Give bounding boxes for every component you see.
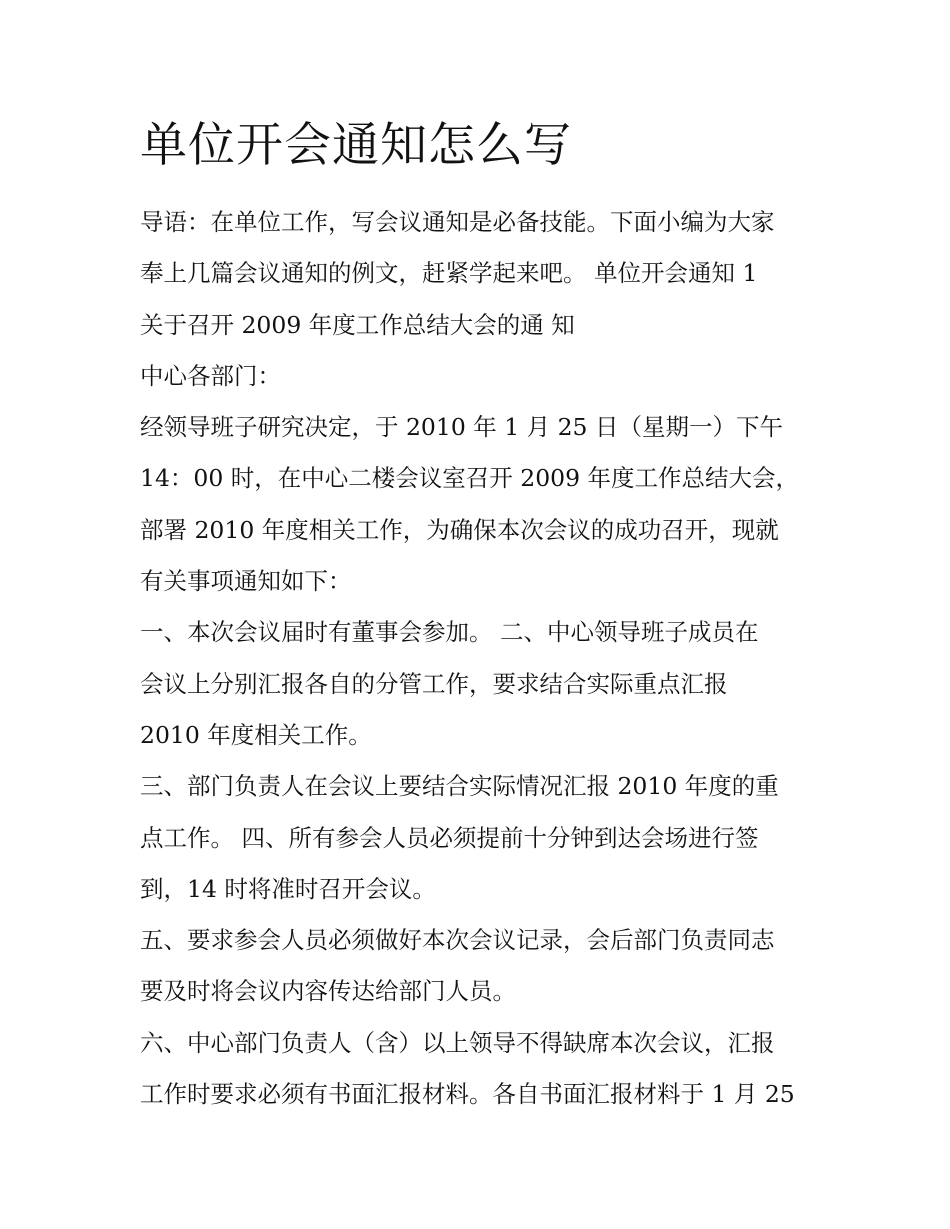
- text-line: 经领导班子研究决定，于 2010 年 1 月 25 日（星期一）下午: [140, 413, 783, 442]
- text-line: 到，14 时将准时召开会议。: [140, 874, 436, 903]
- text-line: 六、中心部门负责人（含）以上领导不得缺席本次会议，汇报: [140, 1028, 775, 1057]
- text-line: 导语：在单位工作，写会议通知是必备技能。下面小编为大家: [140, 208, 775, 236]
- text-line: 点工作。 四、所有参会人员必须提前十分钟到达会场进行签: [140, 823, 759, 852]
- text-line: 一、本次会议届时有董事会参加。 二、中心领导班子成员在: [140, 618, 759, 647]
- text-line: 关于召开 2009 年度工作总结大会的通 知: [140, 310, 575, 339]
- page-title: 单位开会通知怎么写: [140, 118, 572, 173]
- text-line: 五、要求参会人员必须做好本次会议记录，会后部门负责同志: [140, 926, 775, 955]
- text-line: 有关事项通知如下：: [140, 567, 352, 596]
- text-line: 部署 2010 年度相关工作，为确保本次会议的成功召开，现就: [140, 515, 779, 544]
- text-line: 三、部门负责人在会议上要结合实际情况汇报 2010 年度的重: [140, 772, 779, 801]
- text-line: 中心各部门：: [140, 361, 281, 390]
- text-line: 14：00 时，在中心二楼会议室召开 2009 年度工作总结大会，: [140, 464, 800, 493]
- document-body: [140, 197, 830, 1120]
- text-line: 要及时将会议内容传达给部门人员。: [140, 977, 516, 1006]
- text-line: 会议上分别汇报各自的分管工作，要求结合实际重点汇报: [140, 669, 728, 698]
- text-line: 奉上几篇会议通知的例文，赶紧学起来吧。 单位开会通知 1: [140, 259, 758, 288]
- text-line: 2010 年度相关工作。: [140, 720, 372, 749]
- text-line: 工作时要求必须有书面汇报材料。各自书面汇报材料于 1 月 25: [140, 1080, 795, 1109]
